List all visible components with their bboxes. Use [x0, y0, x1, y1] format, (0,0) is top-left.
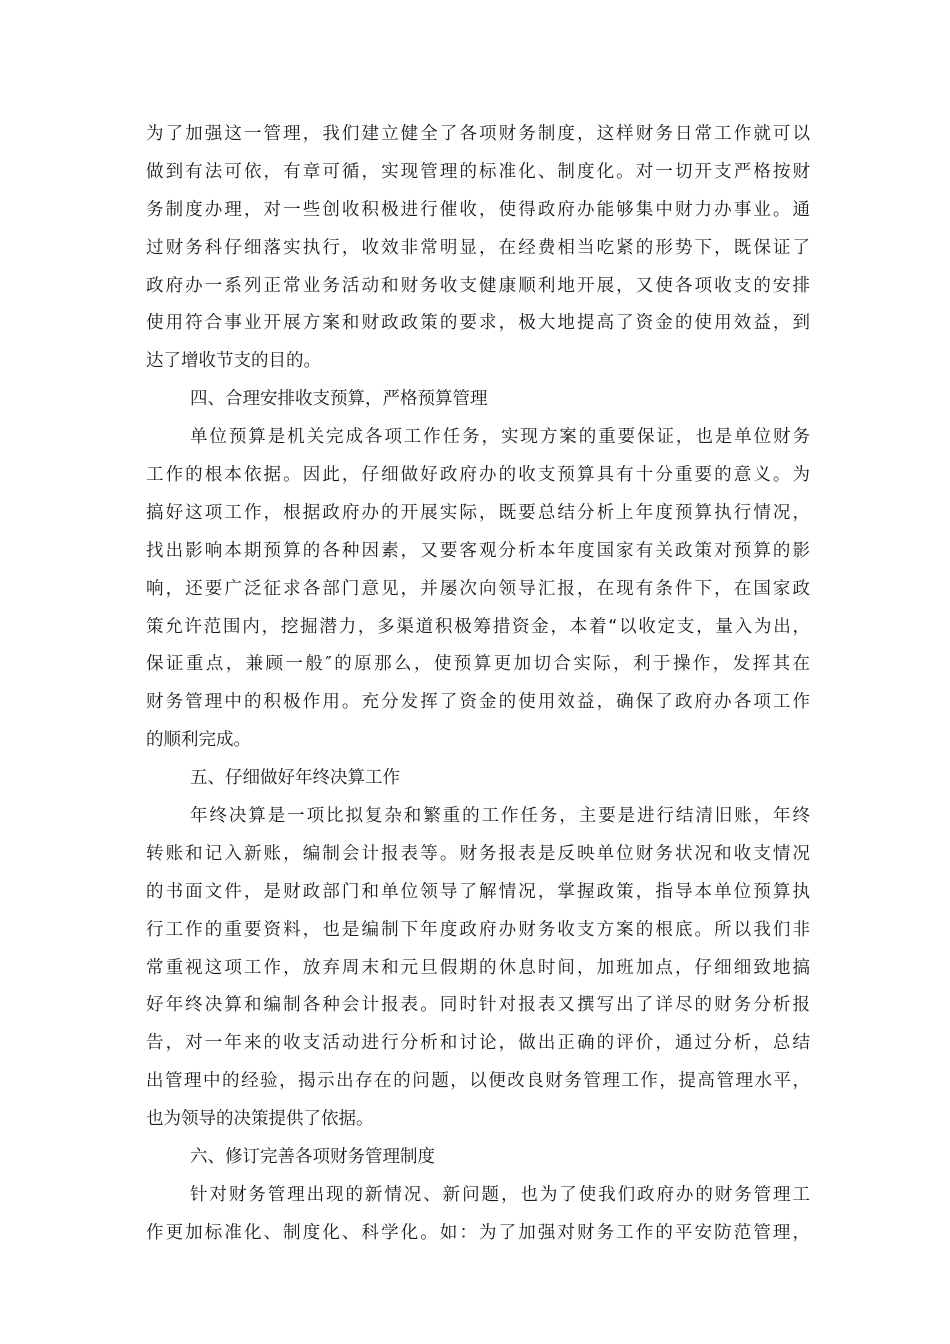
text-line: 搞好这项工作，根据政府办的开展实际，既要总结分析上年度预算执行情况， [146, 502, 810, 523]
text-line: 策允许范围内，挖掘潜力，多渠道积极筹措资金，本着“以收定支，量入为出， [146, 616, 810, 637]
paragraph-1 [146, 116, 810, 381]
text-line: 作更加标准化、制度化、科学化。如：为了加强对财务工作的平安防范管理， [146, 1222, 810, 1243]
text-line: 财务管理中的积极作用。充分发挥了资金的使用效益，确保了政府办各项工作 [146, 692, 810, 713]
section-heading-6: 六、修订完善各项财务管理制度 [190, 1147, 435, 1168]
section-heading-4: 四、合理安排收支预算，严格预算管理 [190, 389, 488, 410]
text-line: 找出影响本期预算的各种因素，又要客观分析本年度国家有关政策对预算的影 [146, 540, 810, 561]
section-heading-5: 五、仔细做好年终决算工作 [190, 768, 400, 789]
text-line: 行工作的重要资料，也是编制下年度政府办财务收支方案的根底。所以我们非 [146, 919, 810, 940]
paragraph-4 [146, 1177, 810, 1253]
paragraph-3 [146, 798, 810, 1139]
text-line: 好年终决算和编制各种会计报表。同时针对报表又撰写出了详尽的财务分析报 [146, 995, 810, 1016]
paragraph-2 [146, 419, 810, 760]
text-line: 为了加强这一管理，我们建立健全了各项财务制度，这样财务日常工作就可以 [146, 124, 810, 144]
text-line: 达了增收节支的目的。 [146, 351, 321, 372]
text-line: 政府办一系列正常业务活动和财务收支健康顺利地开展，又使各项收支的安排 [146, 275, 810, 296]
text-line: 针对财务管理出现的新情况、新问题，也为了使我们政府办的财务管理工 [190, 1184, 810, 1205]
text-line: 的顺利完成。 [146, 730, 251, 751]
text-line: 常重视这项工作，放弃周末和元旦假期的休息时间，加班加点，仔细细致地搞 [146, 957, 810, 978]
text-line: 出管理中的经验，揭示出存在的问题，以便改良财务管理工作，提高管理水平， [146, 1071, 810, 1092]
text-line: 也为领导的决策提供了依据。 [146, 1109, 374, 1130]
text-line: 使用符合事业开展方案和财政政策的要求，极大地提高了资金的使用效益，到 [146, 313, 810, 334]
text-line: 工作的根本依据。因此，仔细做好政府办的收支预算具有十分重要的意义。为 [146, 465, 810, 486]
text-line: 响，还要广泛征求各部门意见，并屡次向领导汇报，在现有条件下，在国家政 [146, 578, 810, 599]
text-line: 做到有法可依，有章可循，实现管理的标准化、制度化。对一切开支严格按财 [146, 161, 810, 182]
text-line: 转账和记入新账，编制会计报表等。财务报表是反映单位财务状况和收支情况 [146, 843, 810, 864]
document-body [146, 116, 810, 1253]
text-line: 保证重点，兼顾一般″的原那么，使预算更加切合实际，利于操作，发挥其在 [146, 654, 810, 675]
text-line: 的书面文件，是财政部门和单位领导了解情况，掌握政策，指导本单位预算执 [146, 881, 810, 902]
text-line: 告，对一年来的收支活动进行分析和讨论，做出正确的评价，通过分析，总结 [146, 1033, 810, 1054]
text-line: 年终决算是一项比拟复杂和繁重的工作任务，主要是进行结清旧账，年终 [190, 806, 810, 827]
text-line: 过财务科仔细落实执行，收效非常明显，在经费相当吃紧的形势下，既保证了 [146, 237, 810, 258]
text-line: 单位预算是机关完成各项工作任务，实现方案的重要保证，也是单位财务 [190, 427, 810, 448]
text-line: 务制度办理，对一些创收积极进行催收，使得政府办能够集中财力办事业。通 [146, 199, 810, 220]
